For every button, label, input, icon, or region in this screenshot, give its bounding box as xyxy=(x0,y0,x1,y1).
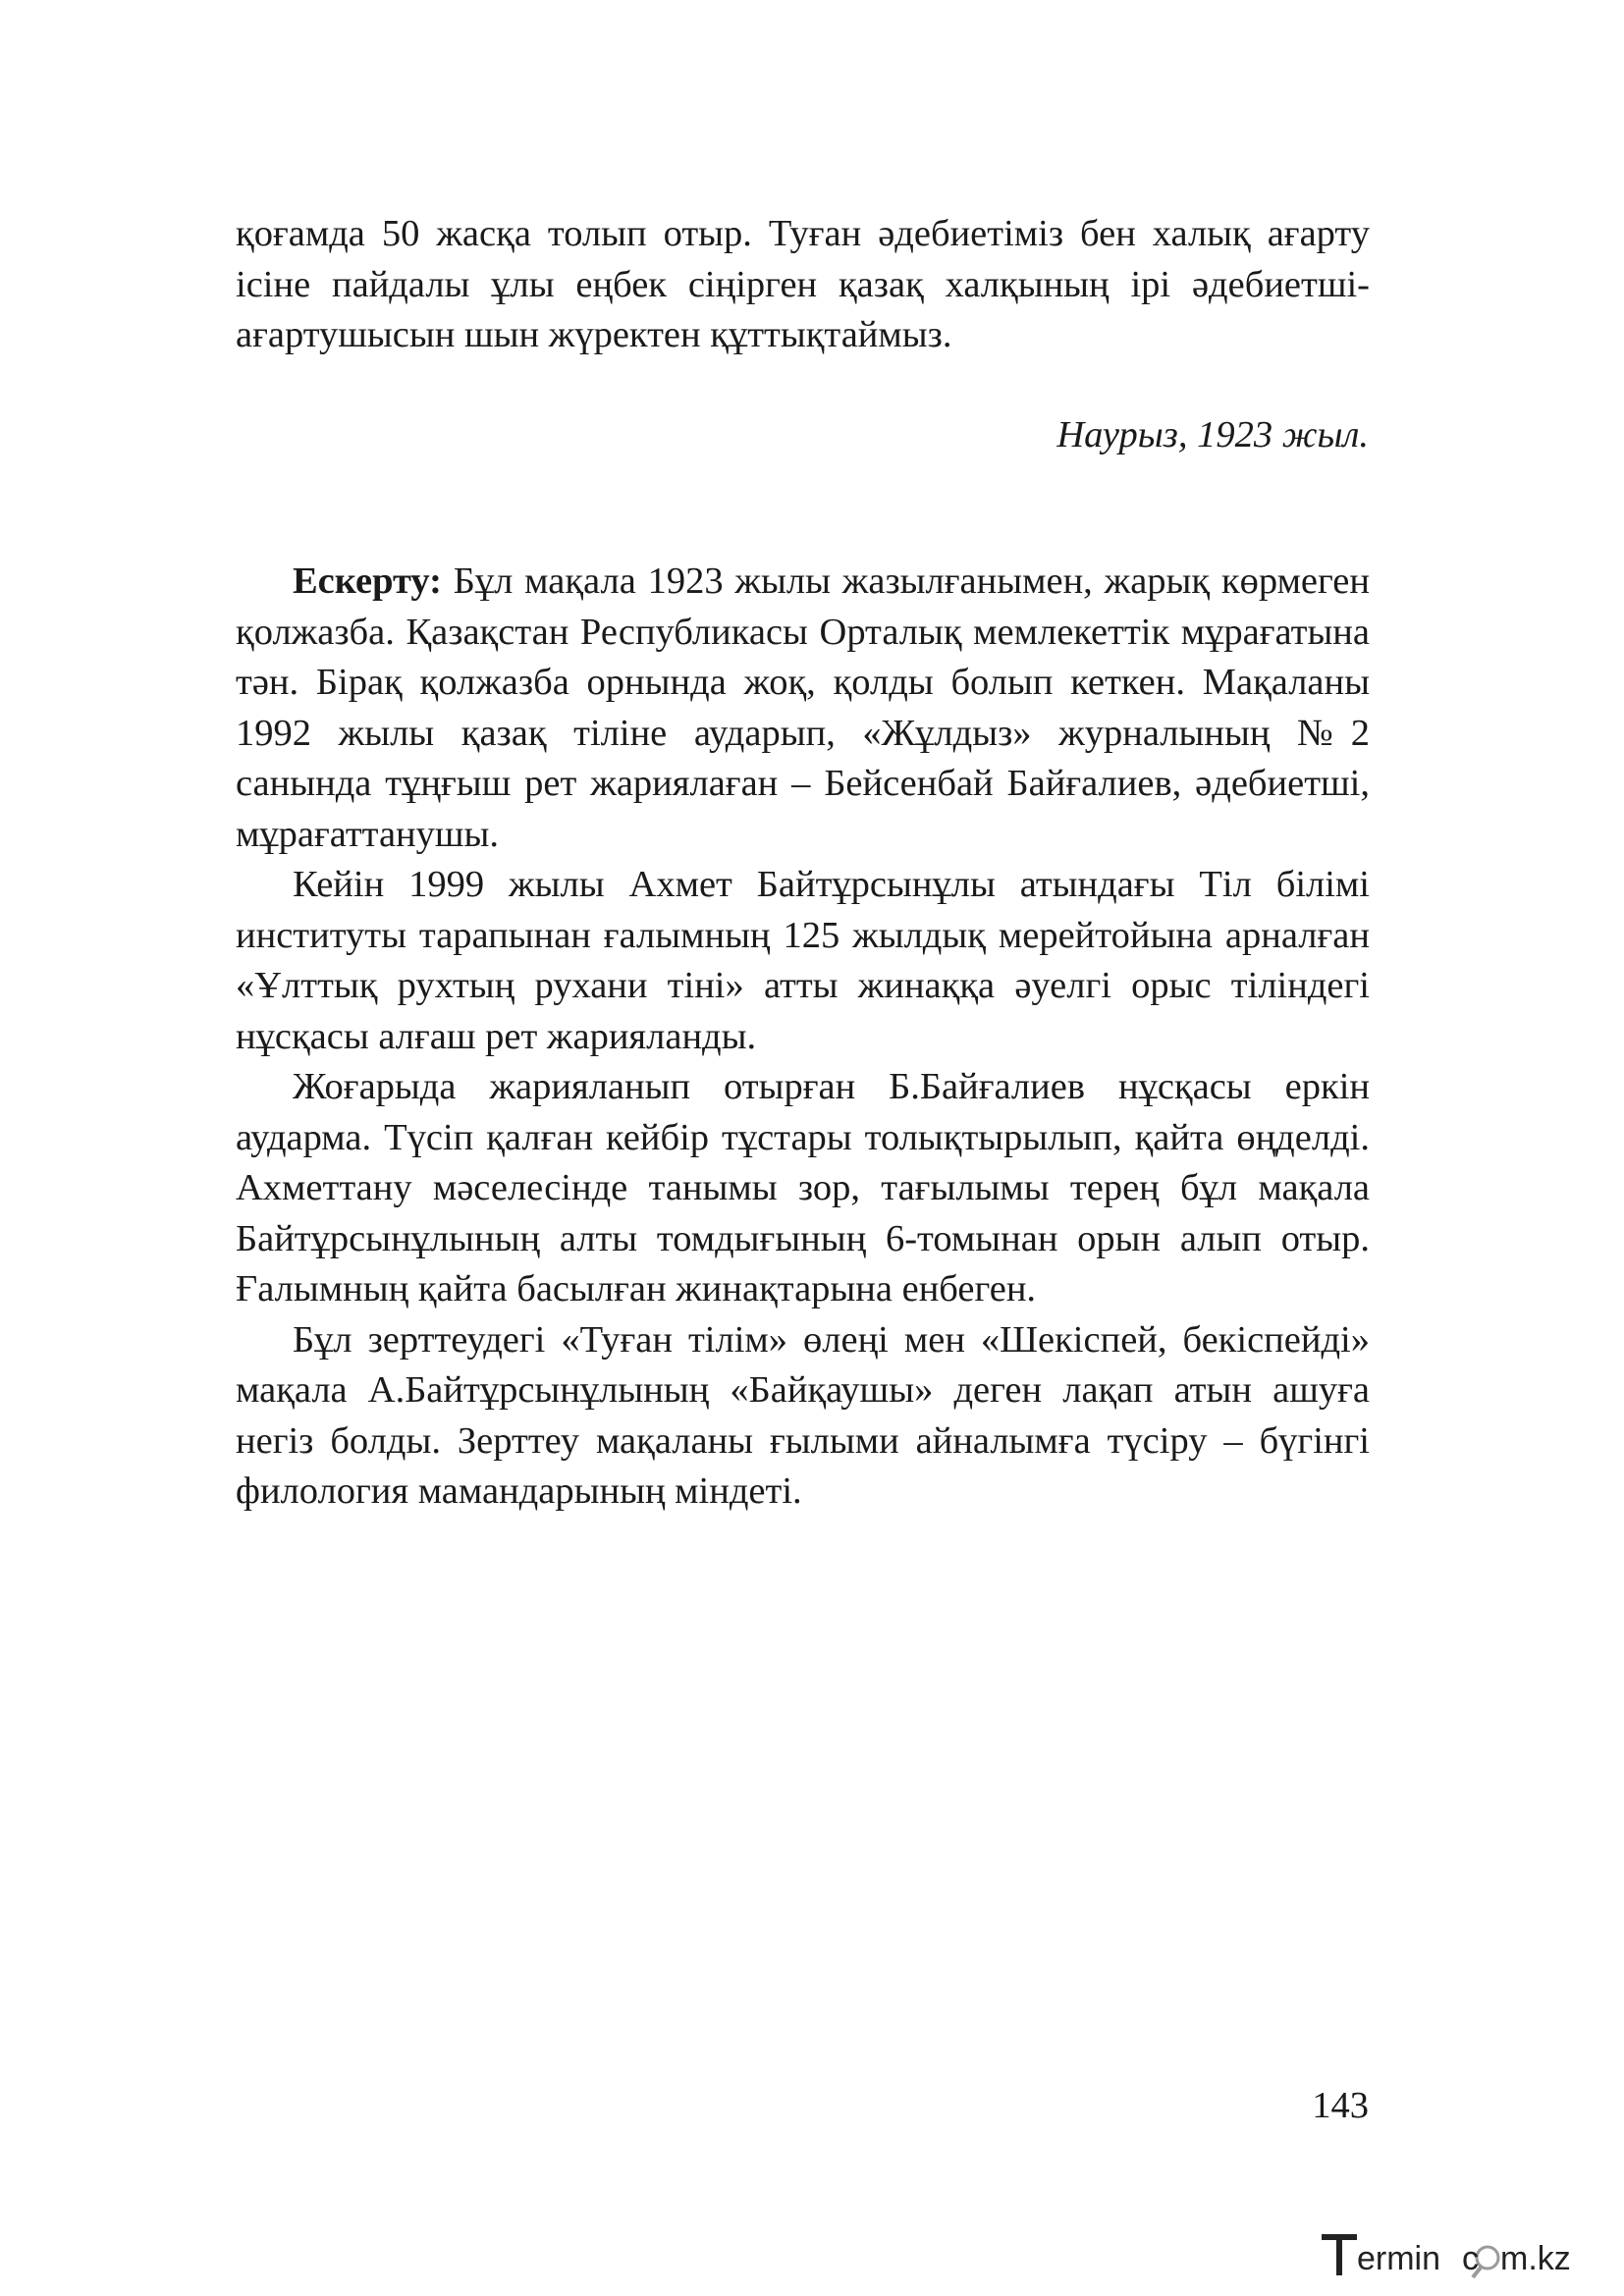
termincom-logo xyxy=(1314,2228,1608,2283)
editorial-note xyxy=(236,557,1370,1518)
continued-paragraph: қоғамда 50 жасқа толып отыр. Туған әдебиетіміз бен халық ағарту ісіне пайдалы ұлы еңбек сіңірген қазақ халқының ірі әдебиетші-ағартушысын шын жүректен құттықтаймыз. xyxy=(236,213,1370,355)
date-signature: Наурыз, 1923 жыл. xyxy=(1056,414,1369,455)
note-paragraph-4: Бұл зерттеудегі «Туған тілім» өлеңі мен «Шекіспей, бекіспейді» мақала А.Байтұрсынұлының «Байқаушы» деген лақап атын ашуға негіз болды. Зерттеу мақаланы ғылыми айналымға түсіру – бүгінгі филология мамандарының міндеті. xyxy=(236,1318,1370,1512)
note-paragraph-1 xyxy=(236,557,1370,860)
svg-text:m.kz: m.kz xyxy=(1500,2240,1571,2277)
note-paragraph-2: Кейін 1999 жылы Ахмет Байтұрсынұлы атындағы Тіл білімі институты тарапынан ғалымның 125 жылдық мерейтойына арналған «Ұлттық рухтың рухани тіні» атты жинаққа әуелгі орыс тіліндегі нұсқасы алғаш рет жарияланды. xyxy=(236,864,1370,1057)
svg-text:ermin: ermin xyxy=(1357,2240,1441,2277)
note-paragraph-3: Жоғарыда жарияланып отырған Б.Байғалиев нұсқасы еркін аударма. Түсіп қалған кейбір тұстары толықтырылып, қайта өңделді. Ахметтану мәселесінде танымы зор, тағылымы терең бұл мақала Байтұрсынұлының алты томдығының 6-томынан орын алып отыр. Ғалымның қайта басылған жинақтарына енбеген. xyxy=(236,1066,1370,1309)
note-label: Ескерту: xyxy=(293,561,442,602)
note-paragraph-1-text: Бұл мақала 1923 жылы жазылғанымен, жарық көрмеген қолжазба. Қазақстан Республикасы Орталық мемлекеттік мұрағатына тән. Бірақ қолжазба орнында жоқ, қолды болып кеткен. Мақаланы 1992 жылы қазақ тіліне аударып, «Жұлдыз» журналының №2 санында тұңғыш рет жариялаған – Бейсенбай Байғалиев, әдебиетші, мұрағаттанушы. xyxy=(236,561,1370,855)
page-number: 143 xyxy=(1312,2085,1369,2126)
svg-text:c: c xyxy=(1462,2240,1479,2277)
